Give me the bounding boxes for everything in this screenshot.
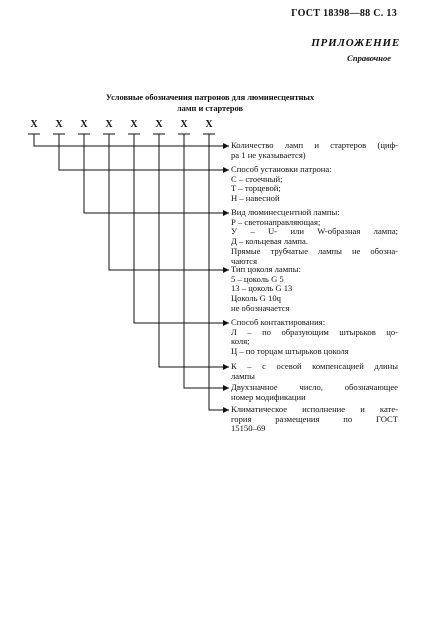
block-mounting <box>231 165 398 204</box>
block-mounting-line-1: Способ установки патрона: <box>231 164 332 174</box>
block-climatic-line-3: 15150–69 <box>231 423 266 434</box>
block-lamp-type-line-6: чаются <box>231 255 258 266</box>
block-compensation-line-2: лампы <box>231 370 255 381</box>
block-mounting-line-2: С – стоечный; <box>231 173 283 184</box>
block-base-type-line-3: 13 – цоколь G 13 <box>231 283 293 294</box>
block-contacting-line-1: Способ контактирования: <box>231 317 326 327</box>
position-1: Х <box>30 119 38 130</box>
block-compensation <box>231 362 398 381</box>
connector-1 <box>34 134 229 146</box>
diagram-title-line-1: Условные обозначения патронов для люминесцентных <box>105 93 315 102</box>
block-lamp-type <box>231 208 398 266</box>
block-climatic-line-1: Климатическое исполнение и кате- <box>231 404 398 414</box>
appendix-title: ПРИЛОЖЕНИЕ <box>311 37 400 49</box>
position-4: Х <box>105 119 113 130</box>
position-6: Х <box>155 119 163 130</box>
block-lamp-count-line-1: Количество ламп и стартеров (циф- <box>231 140 398 150</box>
position-8: Х <box>205 119 213 130</box>
block-lamp-type-line-3: У – U- или W-образная лампа; <box>231 226 398 237</box>
connector-5 <box>134 134 229 323</box>
block-contacting-line-2: Л – по образующим штырьков цо- <box>231 326 398 337</box>
connector-8 <box>209 134 229 410</box>
block-contacting-line-4: Ц – по торцам штырьков цоколя <box>231 346 349 357</box>
connector-7 <box>184 134 229 388</box>
block-modification <box>231 383 398 402</box>
block-contacting <box>231 318 398 357</box>
connector-6 <box>159 134 229 367</box>
position-3: Х <box>80 119 88 130</box>
page-header: ГОСТ 18398—88 С. 13 <box>291 8 397 19</box>
block-contacting-line-3: коля; <box>231 336 250 347</box>
block-lamp-type-line-1: Вид люминесцентной лампы: <box>231 207 340 217</box>
position-2: Х <box>55 119 63 130</box>
position-5: Х <box>130 119 138 130</box>
appendix-subtitle: Справочное <box>347 53 391 63</box>
position-7: Х <box>180 119 188 130</box>
block-mounting-line-3: Т – торцевой; <box>231 183 281 194</box>
block-lamp-type-line-2: Р – светонаправляющая; <box>231 216 321 227</box>
block-climatic-line-2: гория размещения по ГОСТ <box>231 413 398 424</box>
block-base-type-line-4: Цоколь G 10q <box>231 293 281 304</box>
block-base-type-line-1: Тип цоколя лампы: <box>231 264 301 274</box>
block-compensation-line-1: К – с осевой компенсацией длины <box>231 361 398 371</box>
block-lamp-type-line-5: Прямые трубчатые лампы не обозна- <box>231 245 398 256</box>
block-modification-line-1: Двухзначное число, обозначающее <box>231 382 398 392</box>
block-lamp-type-line-4: Д – кольцевая лампа. <box>231 236 308 247</box>
block-base-type <box>231 265 398 314</box>
block-lamp-count <box>231 141 398 160</box>
block-lamp-count-line-2: ра 1 не указывается) <box>231 149 306 160</box>
block-climatic <box>231 405 398 434</box>
block-modification-line-2: номер модификации <box>231 391 306 402</box>
block-base-type-line-5: не обозначается <box>231 302 290 313</box>
block-mounting-line-4: Н – навесной <box>231 193 280 204</box>
connector-4 <box>109 134 229 270</box>
block-base-type-line-2: 5 – цоколь G 5 <box>231 273 284 284</box>
diagram-title-line-2: ламп и стартеров <box>176 104 244 113</box>
